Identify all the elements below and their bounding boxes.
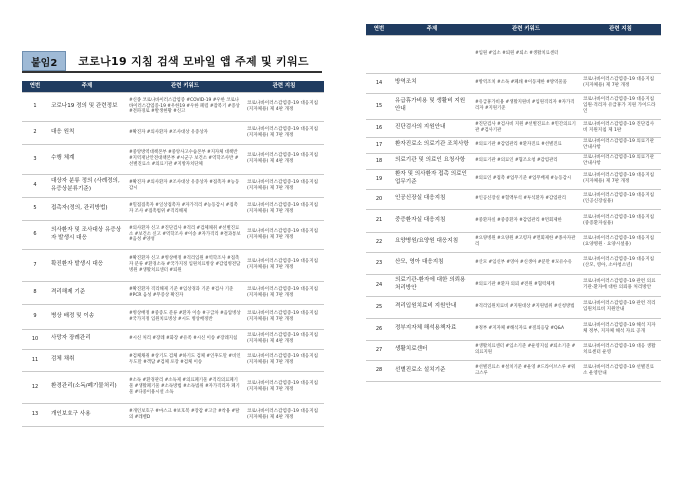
table-row [366,35,661,73]
row-number: 6 [22,220,48,249]
row-keywords: #산모 #임신부 #영아 #신생아 #분만 #모유수유 [472,252,580,274]
row-keywords: #생활치료센터 #입소기준 #운영지침 #퇴소기준 #의료지원 [472,340,580,360]
row-guideline: 코로나바이러스감염증-19 대응지침 (지자체용) 제 4판 개정 [244,144,324,174]
table-row [366,296,661,318]
title-row [22,51,309,71]
table-row [366,137,661,153]
row-keywords: #진단검사 #검사비 지원 #선별진료소 #민간의료기관 #검사기관 [472,119,580,137]
row-guideline: 코로나바이러스감염증-19 대응지침 (산모, 영아, 소아청소년) [580,252,661,274]
row-topic: 선별진료소 설치기준 [392,360,472,381]
table-row [366,93,661,119]
row-topic: 중증환자실 대응지침 [392,209,472,232]
row-number: 7 [22,249,48,281]
table-row [366,232,661,252]
row-keywords: #소독 #환경관리 #소독제 #의료폐기물 #격리의료폐기물 #생활폐기물 #소독방법 #소독범위 #자가격리자 폐기물 #다중이용시설 소독 [126,371,244,403]
table-header-row [366,24,661,35]
table-row [366,274,661,296]
row-guideline: 코로나바이러스감염증-19 의료기관 안내사항 [580,137,661,153]
row-keywords: #중환자실 #중증환자 #감염관리 #면회제한 [472,209,580,232]
row-number: 25 [366,296,392,318]
row-topic: 정부지자체 해석용책자료 [392,318,472,340]
row-keywords: #신종 코로나바이러스감염증 #COVID-19 #우한 코로나바이러스감염증-19 #우한19 #우한 폐렴 #잠복기 #증상 #전파경로 #발생현황 #신고 [126,92,244,121]
row-guideline: 코로나바이러스감염증-19 대응지침 (인공신장실용) [580,189,661,209]
row-number: 26 [366,318,392,340]
table-row [22,121,324,144]
row-keywords: #인공신장실 #혈액투석 #투석환자 #감염관리 [472,189,580,209]
table-row [366,209,661,232]
table-row [22,304,324,329]
table-row [366,340,661,360]
column-header-keywords: 관련 키워드 [472,24,580,35]
column-header-keywords: 관련 키워드 [126,81,244,92]
row-guideline: 코로나바이러스감염증-19 관련 격리입원치료비 지원안내 [580,296,661,318]
table-row [366,169,661,189]
row-number: 19 [366,169,392,189]
table-row [22,249,324,281]
row-guideline: 코로나바이러스감염증-19 대응지침 (지자체용) 제 7판 개정 [244,121,324,144]
row-guideline: 코로나바이러스감염증-19 진단검사비 지원지침 제 1판 [580,119,661,137]
row-guideline: 코로나바이러스감염증-19 대응지침 (지자체용) 제 7판 개정 [244,220,324,249]
table-row [366,318,661,340]
row-number: 22 [366,232,392,252]
row-keywords: #확진자 #의사환자 #조사대상 유증상자 [126,121,244,144]
row-topic: 방역조치 [392,73,472,93]
row-guideline: 코로나바이러스감염증-19 대응지침 (지자체용) 제 4판 개정 [244,329,324,349]
row-topic: 환자진료소 의료기관 조치사항 [392,137,472,153]
title-underline [22,71,322,73]
row-guideline: 코로나바이러스감염증-19 대응지침 (지자체용) 제 7판 개정 [580,169,661,189]
row-topic: 병상 배정 및 이송 [48,304,126,329]
row-number: 23 [366,252,392,274]
row-topic: 격리해제 기준 [48,281,126,304]
column-header-topic: 주제 [392,24,472,35]
row-keywords: #의료기관 #의료인 #협조요청 #감염관리 [472,153,580,169]
row-guideline: 코로나바이러스감염증-19 관련 의료기관-환자에 대한 의뢰용 처리방안 [580,274,661,296]
table-row [22,174,324,197]
row-number: 1 [22,92,48,121]
row-number: 10 [22,329,48,349]
row-guideline: 코로나바이러스감염증-19 대응지침 (지자체용) 제 7판 개정 [244,371,324,403]
row-topic: 생활치료센터 [392,340,472,360]
row-number: 18 [366,153,392,169]
table-header-row [22,81,324,92]
row-topic: 환경관리(소독/폐기물처리) [48,371,126,403]
row-keywords: #병상배정 #중증도 분류 #환자 이송 #구급차 #음압병상 #국가지정 입원치료병상 #시도 병상배정반 [126,304,244,329]
row-number: 24 [366,274,392,296]
row-topic: 대응 원칙 [48,121,126,144]
row-keywords: #의료인 #접촉 #업무기준 #업무배제 #능동감시 [472,169,580,189]
row-guideline: 코로나바이러스감염증-19 대응지침 (지자체용) 제 7판 개정 [244,197,324,220]
table-row [366,153,661,169]
row-guideline: 코로나바이러스감염증-19 대응지침 (지자체용) 제 7판 개정 [244,249,324,281]
row-number: 8 [22,281,48,304]
row-topic: 인공신장실 대응지침 [392,189,472,209]
row-guideline: 코로나바이러스감염증-19 대응지침 (중증환자실용) [580,209,661,232]
row-topic: 대상자 분류 정의 (사례정의,유증상분류기준) [48,174,126,197]
row-topic: 개인보호구 사용 [48,403,126,426]
row-topic: 요양병원/요양원 대응지침 [392,232,472,252]
row-topic: 의사환자 및 조사대상 유증상자 발생시 대응 [48,220,126,249]
row-guideline: 코로나바이러스감염증-19 대응지침 (지자체용) 제 7판 개정 [244,304,324,329]
row-keywords: #확진환자 신고 #병상배정 #격리입원 #역학조사 #접촉자 분류 #환경소독 #국가지정 입원치료병상 #감염병전담병원 #생활치료센터 #퇴원 [126,249,244,281]
row-guideline [580,35,661,73]
column-header-guideline: 관련 지침 [244,81,324,92]
row-keywords: #격리입원치료비 #지원대상 #지원범위 #신청방법 [472,296,580,318]
row-topic: 환자 및 의사환자 접촉 의료인 업무기준 [392,169,472,189]
row-keywords: #시신 처리 #장례 #화장 #유족 #시신 이송 #장례지침 [126,329,244,349]
table-row [22,371,324,403]
left-keyword-table [22,81,324,427]
table-row [366,119,661,137]
row-topic: 의료기관 및 의료인 요청사항 [392,153,472,169]
row-number [366,35,392,73]
row-guideline: 코로나바이러스감염증-19 대응지침 입원·격리자 유급휴가 지원 가이드라인 [580,93,661,119]
row-guideline: 코로나바이러스감염증-19 의료기관 안내사항 [580,153,661,169]
row-keywords: #밀접접촉자 #일상접촉자 #자가격리 #능동감시 #접촉자 조사 #접촉범위 #격리해제 [126,197,244,220]
row-number: 21 [366,209,392,232]
row-guideline: 코로나바이러스감염증-19 대응 생활치료센터 운영 [580,340,661,360]
row-number: 12 [22,371,48,403]
row-keywords: #입원 #입소 #퇴원 #퇴소 #생활치료센터 [472,35,580,73]
row-keywords: #방역조치 #소독 #폐쇄 #이동제한 #방역물품 [472,73,580,93]
row-number: 4 [22,174,48,197]
row-keywords: #선별진료소 #설치기준 #운영 #드라이브스루 #워크스루 [472,360,580,381]
table-row [366,360,661,381]
row-number: 16 [366,119,392,137]
row-number: 27 [366,340,392,360]
column-header-topic: 주제 [48,81,126,92]
row-keywords: #의사환자 신고 #진단검사 #격리 #검체채취 #선별진료소 #보건소 신고 #역학조사 #이송 #자가격리 #결과통보 #음성 #양성 [126,220,244,249]
row-topic: 격리입원치료비 지원안내 [392,296,472,318]
row-number: 15 [366,93,392,119]
table-row [22,281,324,304]
row-topic: 접촉자(정의, 관리방법) [48,197,126,220]
row-number: 5 [22,197,48,220]
row-keywords: #개인보호구 #마스크 #보호복 #장갑 #고글 #착용 #탈의 #레벨D [126,403,244,426]
row-number: 3 [22,144,48,174]
row-guideline: 코로나바이러스감염증-19 대응지침 (지자체용) 제 4판 개정 [244,92,324,121]
row-topic: 검체 채취 [48,349,126,371]
right-keyword-table [366,24,661,382]
table-row [366,189,661,209]
row-topic: 유급휴가비용 및 생활비 지원안내 [392,93,472,119]
column-header-no: 연번 [366,24,392,35]
table-row [366,73,661,93]
row-keywords: #확진자 #의사환자 #조사대상 유증상자 #접촉자 #능동감시 [126,174,244,197]
row-keywords: #정부 #지자체 #해석자료 #질의응답 #Q&A [472,318,580,340]
table-row [22,197,324,220]
table-row [22,92,324,121]
table-row [22,349,324,371]
row-number: 9 [22,304,48,329]
table-row [22,329,324,349]
attachment-badge: 붙임2 [22,51,66,71]
row-guideline: 코로나바이러스감염증-19 선별진료소 운영안내 [580,360,661,381]
row-number: 17 [366,137,392,153]
row-guideline: 코로나바이러스감염증-19 대응지침 (요양병원 · 요양시설용) [580,232,661,252]
row-number: 14 [366,73,392,93]
table-row [366,252,661,274]
row-keywords: #중앙방역대책본부 #중앙사고수습본부 #지자체 대책반 #지역재난안전대책본부 #시군구 보건소 #역학조사반 #선별진료소 #의료기관 #지방자치단체 [126,144,244,174]
row-keywords: #요양병원 #요양원 #고령자 #면회제한 #종사자관리 [472,232,580,252]
table-row [22,403,324,426]
row-topic: 산모, 영아 대응지침 [392,252,472,274]
row-number: 28 [366,360,392,381]
row-guideline: 코로나바이러스감염증-19 대응지침 (지자체용) 제 7판 개정 [244,174,324,197]
column-header-guideline: 관련 지침 [580,24,661,35]
row-keywords: #유급휴가비용 #생활지원비 #입원격리자 #자가격리자 #지원기준 [472,93,580,119]
row-guideline: 코로나바이러스감염증-19 대응지침 (지자체용) 제 7판 개정 [580,73,661,93]
row-topic: 확진환자 발생시 대응 [48,249,126,281]
row-number: 2 [22,121,48,144]
row-guideline: 코로나바이러스감염증-19 대응지침 (지자체용) 제 7판 개정 [244,281,324,304]
row-number: 11 [22,349,48,371]
row-topic: 수행 체계 [48,144,126,174]
row-keywords: #검체채취 #상기도 검체 #하기도 검체 #인후도말 #비인두도말 #객담 #검체 포장 #검체 이송 [126,349,244,371]
row-topic: 의료기관-환자에 대한 의뢰용 처리방안 [392,274,472,296]
row-guideline: 코로나바이러스감염증-19 해석 지자체 정부, 지자체 해석 자료 공개 [580,318,661,340]
row-keywords: #확진환자 격리해제 기준 #임상경과 기준 #검사 기준 #PCR 음성 #무증상 확진자 [126,281,244,304]
row-topic: 사망자 장례관리 [48,329,126,349]
row-topic: 코로나19 정의 및 관련정보 [48,92,126,121]
row-topic: 진단검사의 지원안내 [392,119,472,137]
row-keywords: #의료기관 #환자 의뢰 #전원 #협력체계 [472,274,580,296]
row-keywords: #의료기관 #감염관리 #환자진료 #선별진료 [472,137,580,153]
row-topic [392,35,472,73]
page-title: 코로나19 지침 검색 모바일 앱 주제 및 키워드 [78,55,309,68]
table-row [22,144,324,174]
table-row [22,220,324,249]
column-header-no: 연번 [22,81,48,92]
row-guideline: 코로나바이러스감염증-19 대응지침 (지자체용) 제 4판 개정 [244,403,324,426]
row-number: 13 [22,403,48,426]
row-number: 20 [366,189,392,209]
row-guideline: 코로나바이러스감염증-19 대응지침 (지자체용) 제 7판 개정 [244,349,324,371]
